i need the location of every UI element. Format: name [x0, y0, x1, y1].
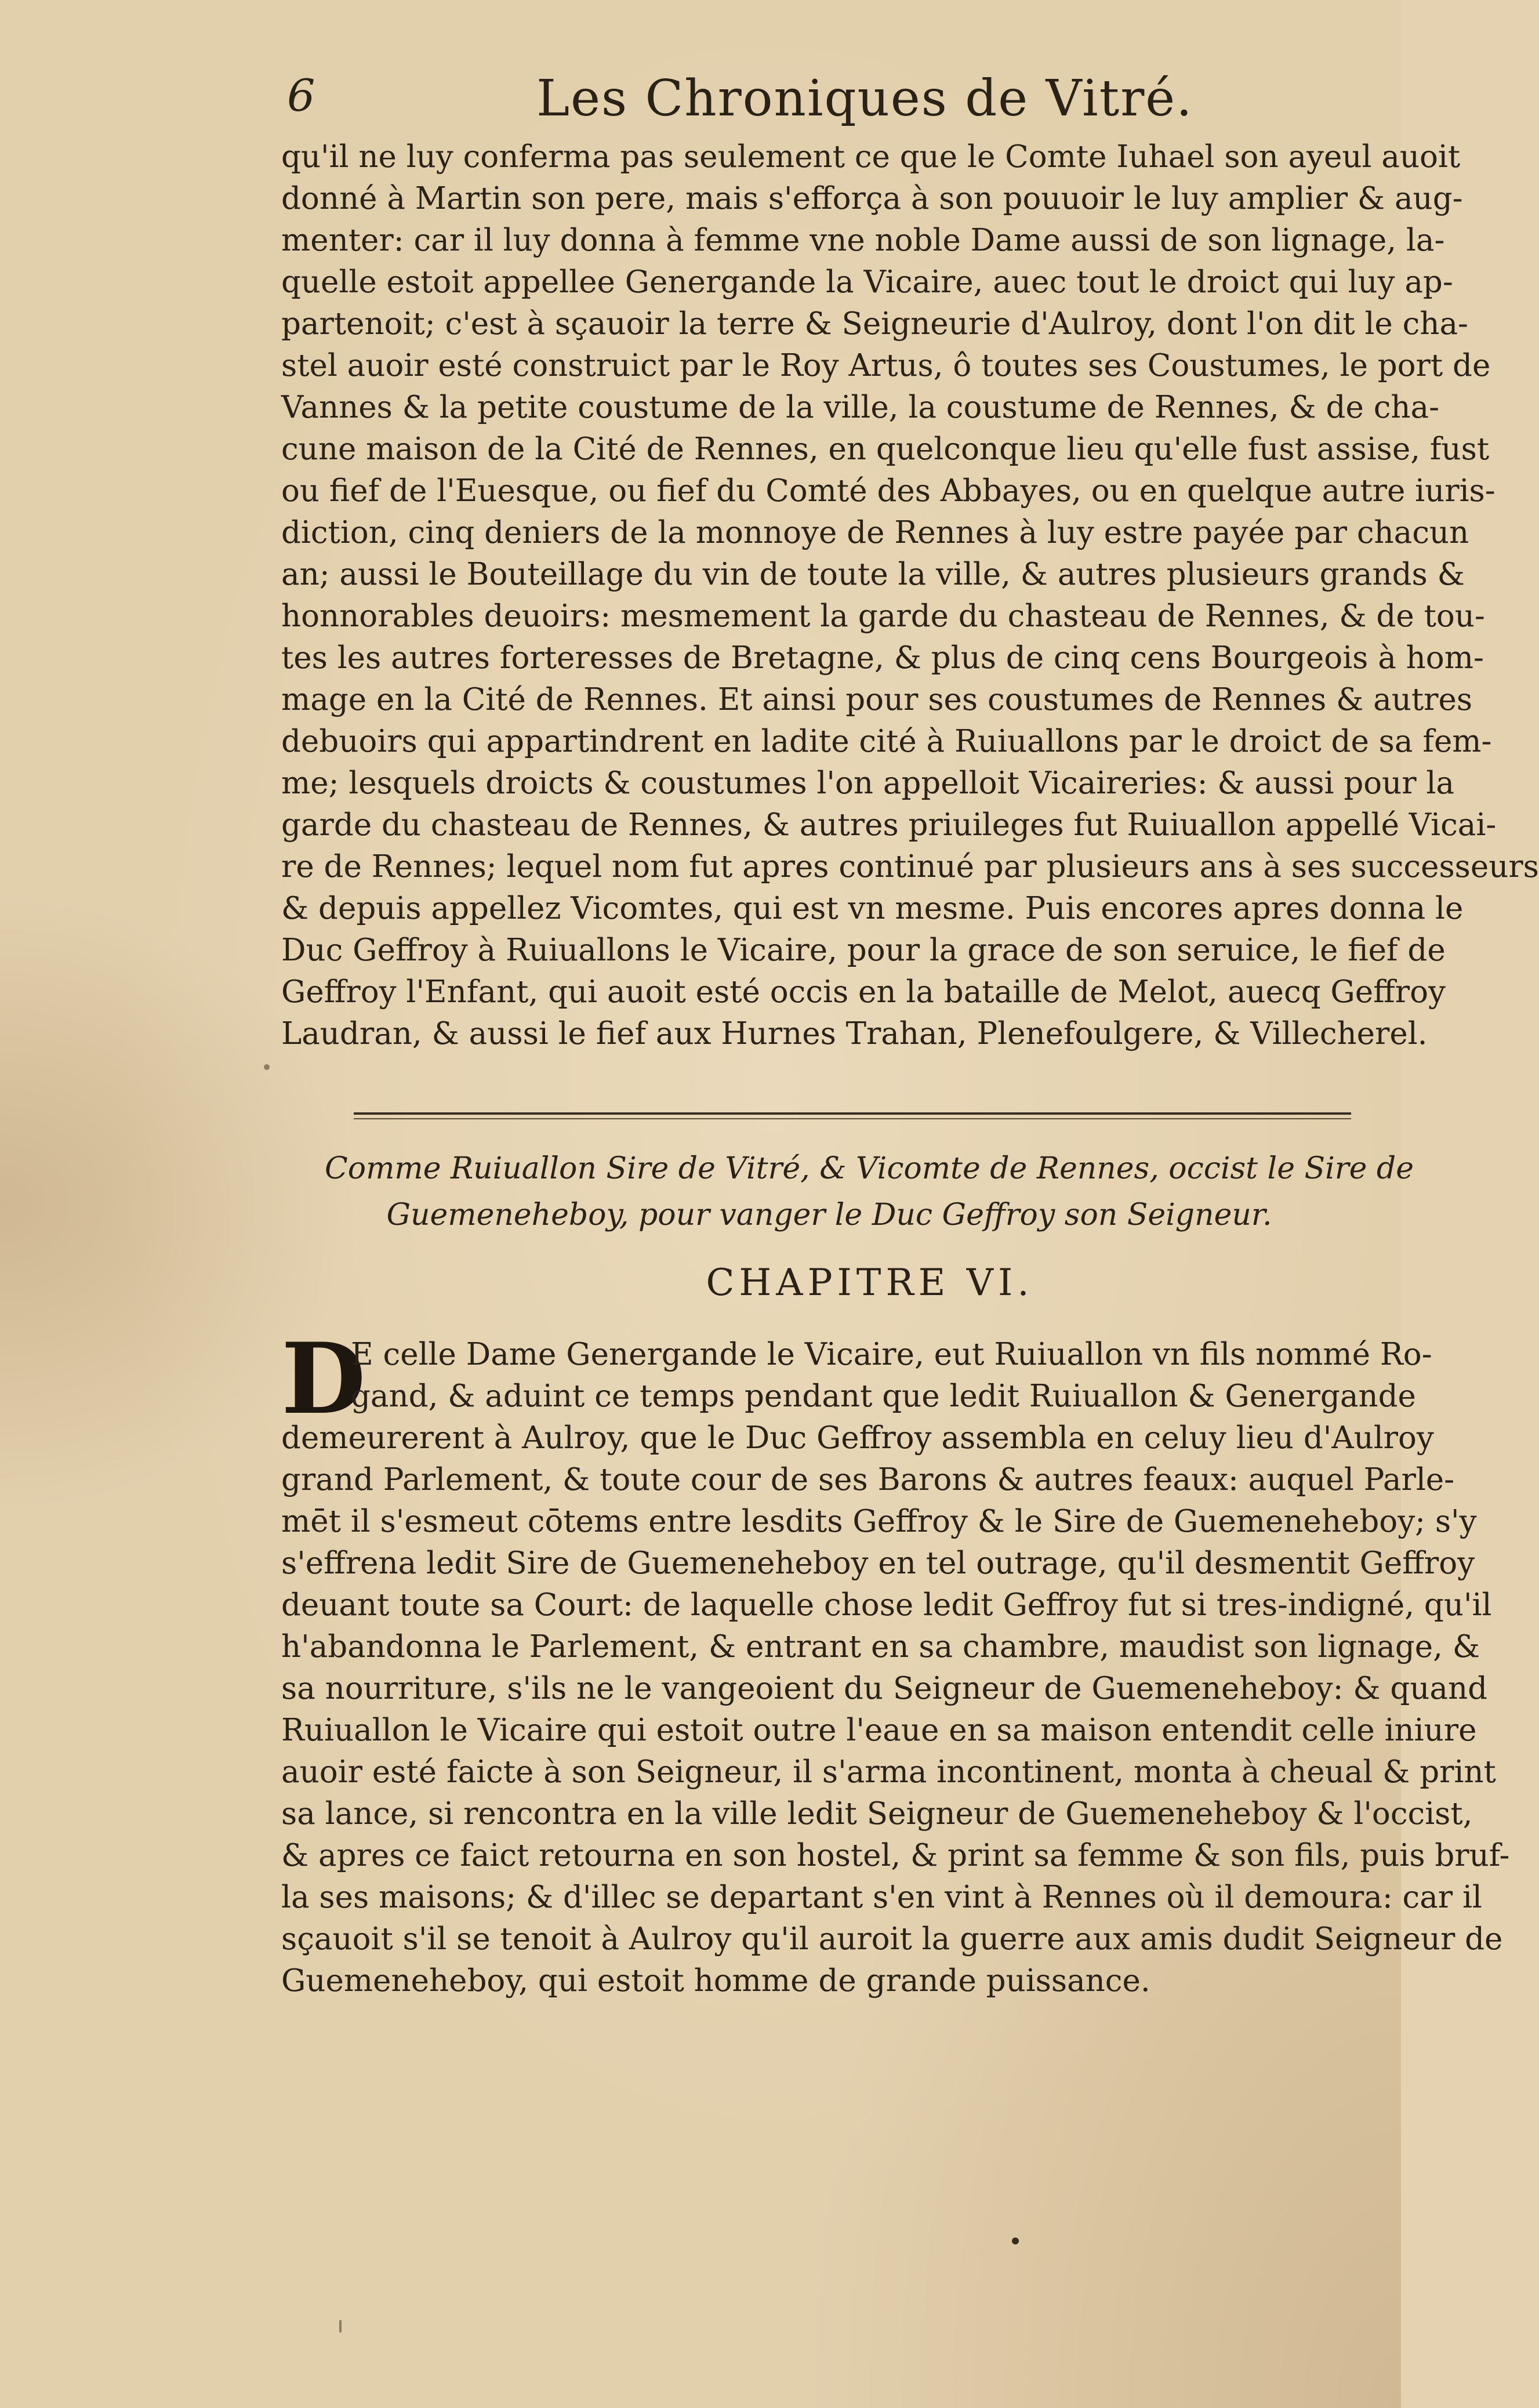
page-header — [287, 70, 1377, 133]
text-line: cune maison de la Cité de Rennes, en quelconque lieu qu'elle fust assise, fust — [281, 431, 1490, 467]
text-line: deuant toute sa Court: de laquelle chose ledit Geffroy fut si tres-indigné, qu'il — [281, 1587, 1492, 1623]
text-line: gand, & aduint ce temps pendant que ledit Ruiuallon & Genergande — [351, 1379, 1416, 1414]
chapter-paragraph — [281, 1321, 1510, 2002]
text-line: qu'il ne luy conferma pas seulement ce que le Comte Iuhael son ayeul auoit — [281, 139, 1461, 175]
text-line: quelle estoit appellee Genergande la Vicaire, auec tout le droict qui luy ap- — [281, 264, 1453, 300]
text-line: honnorables deuoirs: mesmement la garde du chasteau de Rennes, & de tou- — [281, 599, 1485, 634]
text-line: mage en la Cité de Rennes. Et ainsi pour ses coustumes de Rennes & autres — [281, 682, 1473, 717]
text-line: tes les autres forteresses de Bretagne, & plus de cinq cens Bourgeois à hom- — [281, 640, 1484, 676]
text-line: mēt il s'esmeut cōtems entre lesdits Geffroy & le Sire de Guemeneheboy; s'y — [281, 1504, 1477, 1539]
paper-speck — [339, 2320, 342, 2333]
text-line: an; aussi le Bouteillage du vin de toute la ville, & autres plusieurs grands & — [281, 557, 1465, 592]
chapter-summary — [325, 1145, 1414, 1238]
chapter-summary-line: Comme Ruiuallon Sire de Vitré, & Vicomte de Rennes, occist le Sire de — [325, 1151, 1414, 1186]
text-line: Guemeneheboy, qui estoit homme de grande puissance. — [281, 1963, 1150, 1999]
text-line: la ses maisons; & d'illec se departant s'en vint à Rennes où il demoura: car il — [281, 1880, 1482, 1915]
section-divider — [354, 1112, 1351, 1115]
text-line: h'abandonna le Parlement, & entrant en sa chambre, maudist son lignage, & — [281, 1629, 1480, 1664]
text-line: Geffroy l'Enfant, qui auoit esté occis en la bataille de Melot, auecq Geffroy — [281, 974, 1446, 1010]
text-line: partenoit; c'est à sçauoir la terre & Seigneurie d'Aulroy, dont l'on dit le cha- — [281, 306, 1468, 342]
text-line: & apres ce faict retourna en son hostel, & print sa femme & son fils, puis bruf- — [281, 1838, 1510, 1873]
text-line: E celle Dame Genergande le Vicaire, eut Ruiuallon vn fils nommé Ro- — [351, 1337, 1432, 1372]
text-line: sa nourriture, s'ils ne le vangeoient du Seigneur de Guemeneheboy: & quand — [281, 1671, 1488, 1706]
text-line: Vannes & la petite coustume de la ville, la coustume de Rennes, & de cha- — [281, 390, 1440, 425]
text-line: ou fief de l'Euesque, ou fief du Comté des Abbayes, ou en quelque autre iuris- — [281, 473, 1496, 509]
text-line: Laudran, & aussi le fief aux Hurnes Trahan, Plenefoulgere, & Villecherel. — [281, 1016, 1428, 1051]
paper-speck — [1012, 2237, 1019, 2244]
paragraph-continuation — [281, 136, 1539, 1055]
text-line: donné à Martin son pere, mais s'efforça à son pouuoir le luy amplier & aug- — [281, 181, 1463, 216]
text-line: & depuis appellez Vicomtes, qui est vn mesme. Puis encores apres donna le — [281, 891, 1464, 926]
text-line: sa lance, si rencontra en la ville ledit Seigneur de Guemeneheboy & l'occist, — [281, 1796, 1473, 1832]
section-divider-secondary — [354, 1118, 1351, 1119]
text-line: sçauoit s'il se tenoit à Aulroy qu'il auroit la guerre aux amis dudit Seigneur de — [281, 1921, 1503, 1957]
text-line: re de Rennes; lequel nom fut apres continué par plusieurs ans à ses successeurs — [281, 849, 1539, 884]
chapter-label: CHAPITRE VI. — [706, 1261, 1034, 1304]
paper-speck — [264, 1064, 270, 1070]
text-line: grand Parlement, & toute cour de ses Barons & autres feaux: auquel Parle- — [281, 1462, 1455, 1497]
text-line: debuoirs qui appartindrent en ladite cité à Ruiuallons par le droict de sa fem- — [281, 724, 1492, 759]
text-line: stel auoir esté construict par le Roy Artus, ô toutes ses Coustumes, le port de — [281, 348, 1491, 383]
text-line: demeurerent à Aulroy, que le Duc Geffroy assembla en celuy lieu d'Aulroy — [281, 1420, 1434, 1456]
running-title: Les Chroniques de Vitré. — [536, 70, 1193, 128]
text-line: Ruiuallon le Vicaire qui estoit outre l'eaue en sa maison entendit celle iniure — [281, 1713, 1477, 1748]
text-line: diction, cinq deniers de la monnoye de Rennes à luy estre payée par chacun — [281, 515, 1469, 550]
text-line: Duc Geffroy à Ruiuallons le Vicaire, pour la grace de son seruice, le fief de — [281, 933, 1446, 968]
text-line: auoir esté faicte à son Seigneur, il s'arma incontinent, monta à cheual & print — [281, 1754, 1496, 1790]
drop-cap: D — [281, 1321, 366, 1436]
page-number: 6 — [287, 70, 315, 121]
text-line: menter: car il luy donna à femme vne noble Dame aussi de son lignage, la- — [281, 223, 1445, 258]
text-line: me; lesquels droicts & coustumes l'on appelloit Vicaireries: & aussi pour la — [281, 766, 1455, 801]
text-line: garde du chasteau de Rennes, & autres priuileges fut Ruiuallon appellé Vicai- — [281, 807, 1497, 843]
chapter-summary-line: Guemeneheboy, pour vanger le Duc Geffroy son Seigneur. — [386, 1198, 1272, 1232]
text-line: s'effrena ledit Sire de Guemeneheboy en tel outrage, qu'il desmentit Geffroy — [281, 1546, 1475, 1581]
